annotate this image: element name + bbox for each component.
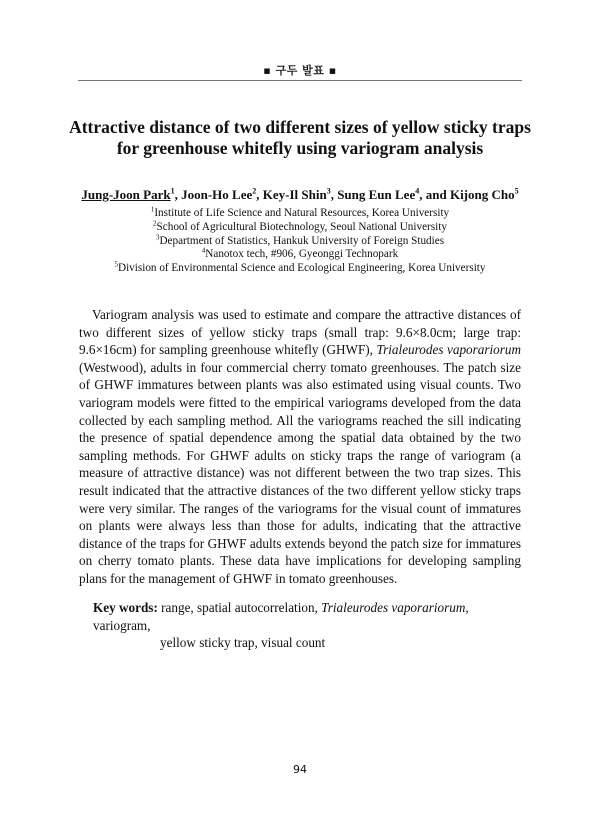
- header-rule: [78, 80, 522, 81]
- title-line-1: Attractive distance of two different sizes of yellow sticky traps: [69, 117, 531, 137]
- section-header: ▪ 구두 발표 ▪: [263, 64, 337, 77]
- author-name: Joon-Ho Lee: [181, 187, 253, 202]
- author-sup: 4: [415, 186, 420, 196]
- author-sup: 3: [326, 186, 331, 196]
- abstract: [79, 306, 521, 588]
- affiliation: [40, 207, 560, 221]
- affiliation: [40, 232, 560, 249]
- author-name: Key-Il Shin: [262, 187, 327, 202]
- paper-title: [60, 117, 540, 159]
- keywords-label: Key words:: [93, 600, 158, 615]
- author-name: Jung-Joon Park: [81, 187, 171, 202]
- affiliation-text: School of Agricultural Biotechnology, Seoul National University: [156, 220, 447, 233]
- author-separator: ,: [330, 187, 338, 202]
- abstract-text: (Westwood), adults in four commercial cherry tomato greenhouses. The patch size of GHWF immatures between plants was also estimated using visual counts. Two variogram models were fitted to the empirical variograms developed from the data collected by each sampling method. All the variograms reached the sill indicating the presence of spatial dependence among the spatial data obtained by the two sampling methods. For GHWF adults on sticky traps the range of variogram (a measure of attractive distance) was not different between the two trap sizes. This result indicated that the attractive distances of the two different yellow sticky traps were very similar. The ranges of the variograms for the visual count of immatures on plants were always less than those for adults, indicating that the attractive distance of the traps for GHWF adults extends beyond the patch size for immatures on cherry tomato plants. These data have implications for developing sampling plans for the management of GHWF in tomato greenhouses.: [79, 359, 521, 586]
- affiliation-text: Institute of Life Science and Natural Resources, Korea University: [154, 207, 450, 219]
- author-sup: 1: [170, 186, 175, 196]
- affiliation-text: Nanotox tech, #906, Gyeonggi Technopark: [205, 248, 399, 261]
- affiliation-sup: 5: [114, 260, 118, 269]
- keywords-line: [93, 599, 523, 634]
- affiliation-sup: 2: [153, 219, 157, 228]
- affiliation-text: Department of Statistics, Hankuk University of Foreign Studies: [159, 234, 445, 247]
- author-separator: ,: [256, 187, 263, 202]
- affiliation: [40, 221, 560, 235]
- species-name: Trialeurodes vaporariorum: [376, 342, 521, 358]
- keywords-species: Trialeurodes vaporariorum: [321, 600, 466, 615]
- author-list: [40, 187, 560, 203]
- affiliation-sup: 3: [155, 232, 160, 241]
- keywords-text: range, spatial autocorrelation,: [157, 600, 322, 615]
- abstract-text: Variogram analysis was used to estimate and compare the attractive distances of two different sizes of yellow sticky traps (small trap: 9.6×8.0cm; large trap: 9.6×16cm) for sampling greenhouse whitefly (GHWF),: [79, 307, 521, 358]
- affiliation-text: Division of Environmental Science and Ecological Engineering, Korea University: [117, 262, 486, 275]
- author-sup: 2: [252, 186, 257, 196]
- title-line-2: for greenhouse whitefly using variogram analysis: [116, 138, 484, 158]
- keywords: [93, 599, 523, 652]
- affiliation-sup: 4: [201, 246, 206, 255]
- author-name: Kijong Cho: [449, 187, 515, 202]
- author-separator: , and: [419, 187, 450, 202]
- page-number: 94: [293, 763, 307, 776]
- author-name: Sung Eun Lee: [337, 187, 416, 202]
- keywords-text: , variogram,: [93, 600, 469, 633]
- author-sup: 5: [514, 186, 519, 196]
- affiliation-sup: 1: [150, 205, 155, 214]
- author-separator: ,: [174, 187, 182, 202]
- keywords-line-2: yellow sticky trap, visual count: [160, 635, 326, 651]
- affiliation: [40, 248, 560, 262]
- affiliations: [40, 207, 560, 276]
- affiliation: [40, 262, 560, 276]
